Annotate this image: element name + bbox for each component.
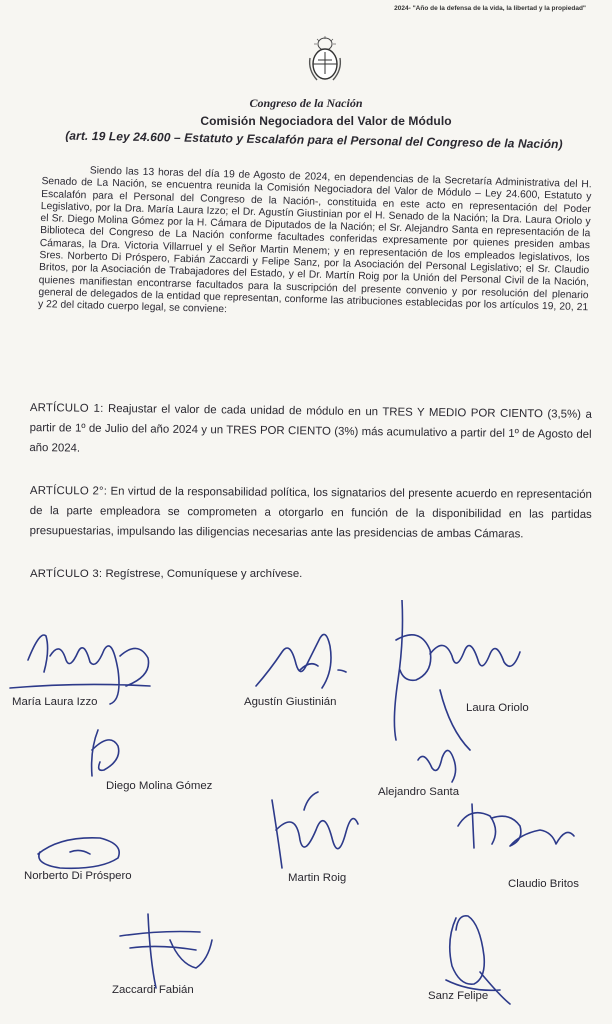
article-3 [30,564,592,584]
signature-britos [458,804,574,848]
signature-molina [92,730,119,776]
article-3-text: Regístrese, Comuníquese y archívese. [105,568,303,580]
year-motto: 2024- "Año de la defensa de la vida, la libertad y la propiedad" [394,5,586,12]
signatory-name: Sanz Felipe [428,990,489,1002]
signature-oriolo [394,600,520,750]
signatory-name: Laura Oriolo [466,702,529,714]
signature-giustinian [256,634,346,688]
document-subtitle: (art. 19 Ley 24.600 – Estatuto y Escalafón para el Personal del Congreso de la Nación) [65,128,563,152]
signatory-name: Agustín Giustinián [244,696,337,708]
signature-izzo [10,635,150,704]
article-2-label: ARTÍCULO 2°: [29,484,108,498]
signature-santa [418,750,456,782]
coat-of-arms-icon [307,36,343,84]
signatory-name: Claudio Britos [508,878,579,890]
signatory-name: Zaccardi Fabián [112,984,194,996]
article-1-text: Reajustar el valor de cada unidad de módulo en un TRES Y MEDIO POR CIENTO (3,5%) a partir de 1º de Julio del año 2024 y un TRES POR CIENTO (3%) más acumulativo a partir del 1º de Agosto del año 2024. [29,402,592,455]
intro-paragraph [38,164,592,327]
signature-roig [272,792,358,868]
article-1 [29,398,592,465]
institution-name: Congreso de la Nación [249,96,363,110]
signatory-name: María Laura Izzo [12,696,98,708]
signatory-name: Alejandro Santa [378,786,460,798]
signature-diprospero [38,838,119,868]
article-3-label: ARTÍCULO 3: [30,568,103,580]
signatory-name: Norberto Di Próspero [24,870,132,882]
document-title: Comisión Negociadora del Valor de Módulo [200,114,452,128]
signatory-name: Diego Molina Gómez [106,780,213,792]
handwritten-signatures [0,600,612,1024]
signature-zaccardi [120,914,212,988]
signature-block [0,600,612,1024]
intro-text: Siendo las 13 horas del día 19 de Agosto de 2024, en dependencias de la Secretaría Administrativa del H. Senado de La Nación, se encuentra reunida la Comisión Negociadora del Valor de Módulo – Ley 24.600, Estatuto y Escalafón para el Personal del Congreso de la Nación-, constituida en este acto en representación del Poder Legislativo, por la Dra. María Laura Izzo; el Dr. Agustín Giustinian por el H. Senado de la Nación; la Dra. Laura Oriolo y el Sr. Diego Molina Gómez por la H. Cámara de Diputados de la Nación; el Sr. Alejandro Santa en representación de la Biblioteca del Congreso de La Nación conforme facultades conferidas expresamente por quienes presiden ambas Cámaras, la Dra. Victoria Villarruel y el Señor Martin Menem; y en representación de los empleados legislativos, los Sres. Norberto Di Próspero, Fabián Zaccardi y Felipe Sanz, por la Asociación del Personal Legislativo; el Sr. Claudio Britos, por la Asociación de Trabajadores del Estado, y el Dr. Martín Roig por la Unión del Personal Civil de la Nación, quienes manifiestan encontrarse facultados para la suscripción del presente convenio y por resolución del plenario general de delegados de la entidad que representan, conforme las atribuciones establecidas por los artículos 19, 20, 21 y 22 del citado cuerpo legal, se conviene: [37,165,592,316]
signatory-name: Martin Roig [288,872,347,884]
article-2-text: En virtud de la responsabilidad política, los signatarios del presente acuerdo en representación de la parte empleadora se comprometen a otorgarlo en función de la disponibilidad en las partidas presupuestarias, impulsando las diligencias necesarias ante las presidencias de ambas Cámaras. [29,485,592,541]
article-1-label: ARTÍCULO 1: [29,401,104,415]
article-2 [30,481,592,545]
